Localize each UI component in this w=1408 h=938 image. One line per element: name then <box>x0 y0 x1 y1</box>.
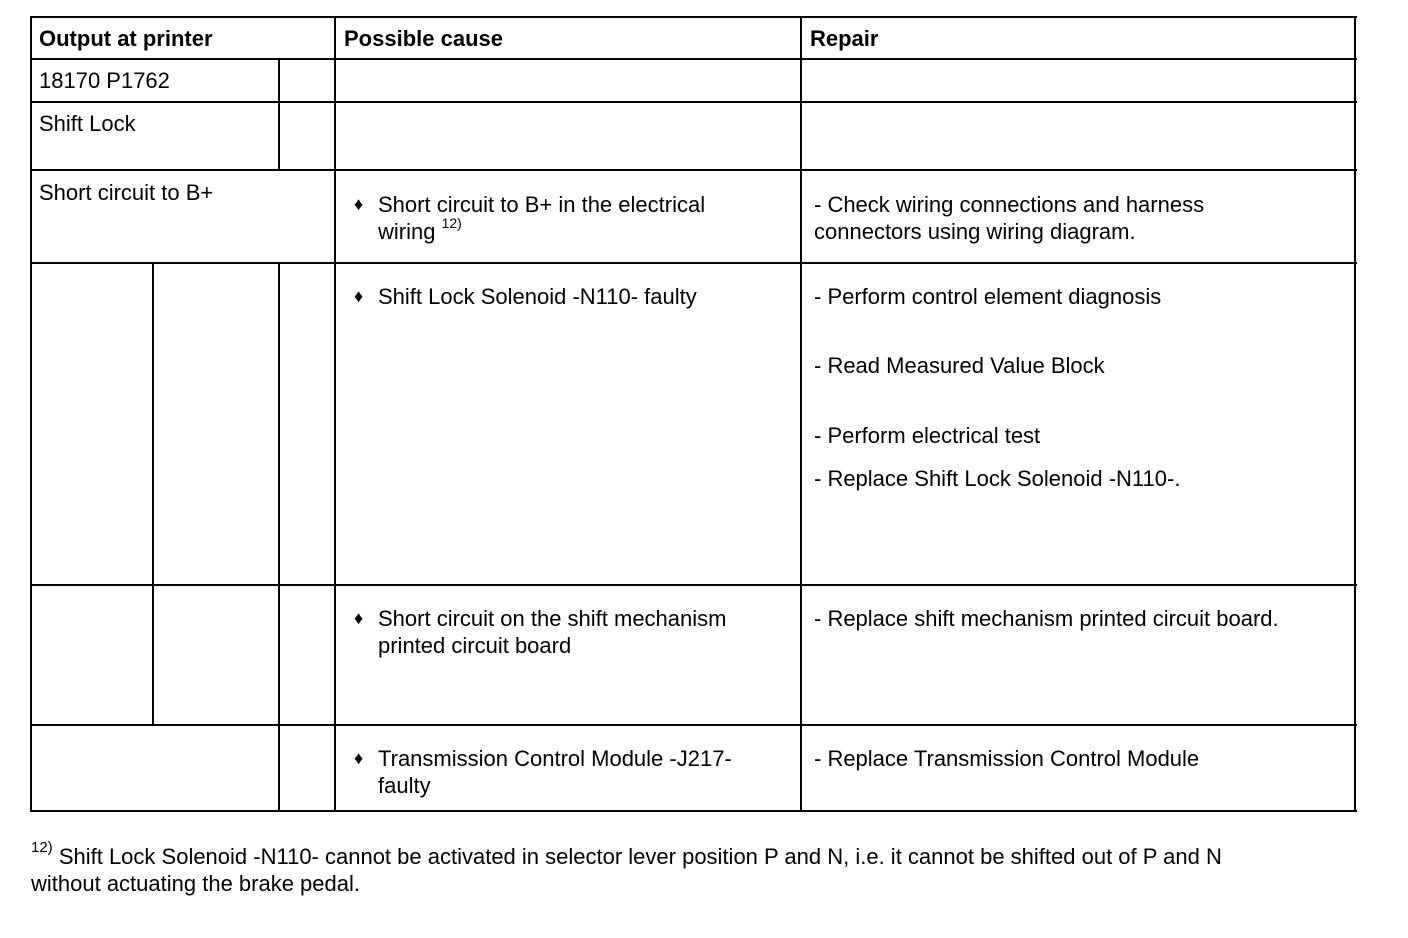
repair-text: - Check wiring connections and harness <box>814 192 1205 217</box>
cause-text: Short circuit on the shift mechanism <box>378 606 727 631</box>
footnote-line <box>31 838 1371 870</box>
table-border-top <box>30 16 1357 18</box>
fault-type: Short circuit to B+ <box>39 180 214 205</box>
footnote-marker: 12) <box>31 838 53 856</box>
header-output-at-printer: Output at printer <box>39 26 213 51</box>
footnote-ref: 12) <box>441 214 462 231</box>
repair-text: - Replace Transmission Control Module <box>814 746 1200 771</box>
column-divider <box>278 262 280 812</box>
repair-text: - Replace Shift Lock Solenoid -N110-. <box>814 466 1181 491</box>
cause-text: faulty <box>378 773 431 798</box>
column-divider <box>152 262 154 726</box>
column-divider <box>278 58 280 171</box>
repair-text: - Replace shift mechanism printed circuit board. <box>814 606 1279 631</box>
table-border-bottom <box>30 810 1357 812</box>
cause-text: Shift Lock Solenoid -N110- faulty <box>378 284 697 309</box>
header-repair: Repair <box>810 26 879 51</box>
table-border-right <box>1354 16 1356 812</box>
fault-code: 18170 P1762 <box>39 68 170 93</box>
header-possible-cause: Possible cause <box>344 26 503 51</box>
column-divider <box>334 16 336 812</box>
repair-text: - Perform electrical test <box>814 423 1041 448</box>
bullet-icon: ♦ <box>354 286 364 306</box>
bullet-icon: ♦ <box>354 194 364 214</box>
fault-component: Shift Lock <box>39 111 136 136</box>
cause-text: Transmission Control Module -J217- <box>378 746 732 771</box>
row-divider <box>30 724 1357 726</box>
cause-text: printed circuit board <box>378 633 572 658</box>
repair-text: - Perform control element diagnosis <box>814 284 1162 309</box>
repair-text: connectors using wiring diagram. <box>814 219 1136 244</box>
table-border-left <box>30 16 32 812</box>
row-divider <box>30 169 1357 171</box>
footnote-text: Shift Lock Solenoid -N110- cannot be activated in selector lever position P and N, i.e. it cannot be shifted out of P and N <box>58 844 1222 869</box>
row-divider <box>30 58 1357 60</box>
footnote-line: without actuating the brake pedal. <box>31 871 361 896</box>
footnote <box>31 838 1371 897</box>
bullet-icon: ♦ <box>354 748 364 768</box>
bullet-icon: ♦ <box>354 608 364 628</box>
row-divider <box>30 584 1357 586</box>
cause-text: Short circuit to B+ in the electrical <box>378 192 706 217</box>
repair-text: - Read Measured Value Block <box>814 353 1105 378</box>
cause-text: wiring $^{12)}$ <box>378 214 462 244</box>
row-divider <box>30 262 1357 264</box>
row-divider <box>30 101 1357 103</box>
column-divider <box>800 16 802 812</box>
